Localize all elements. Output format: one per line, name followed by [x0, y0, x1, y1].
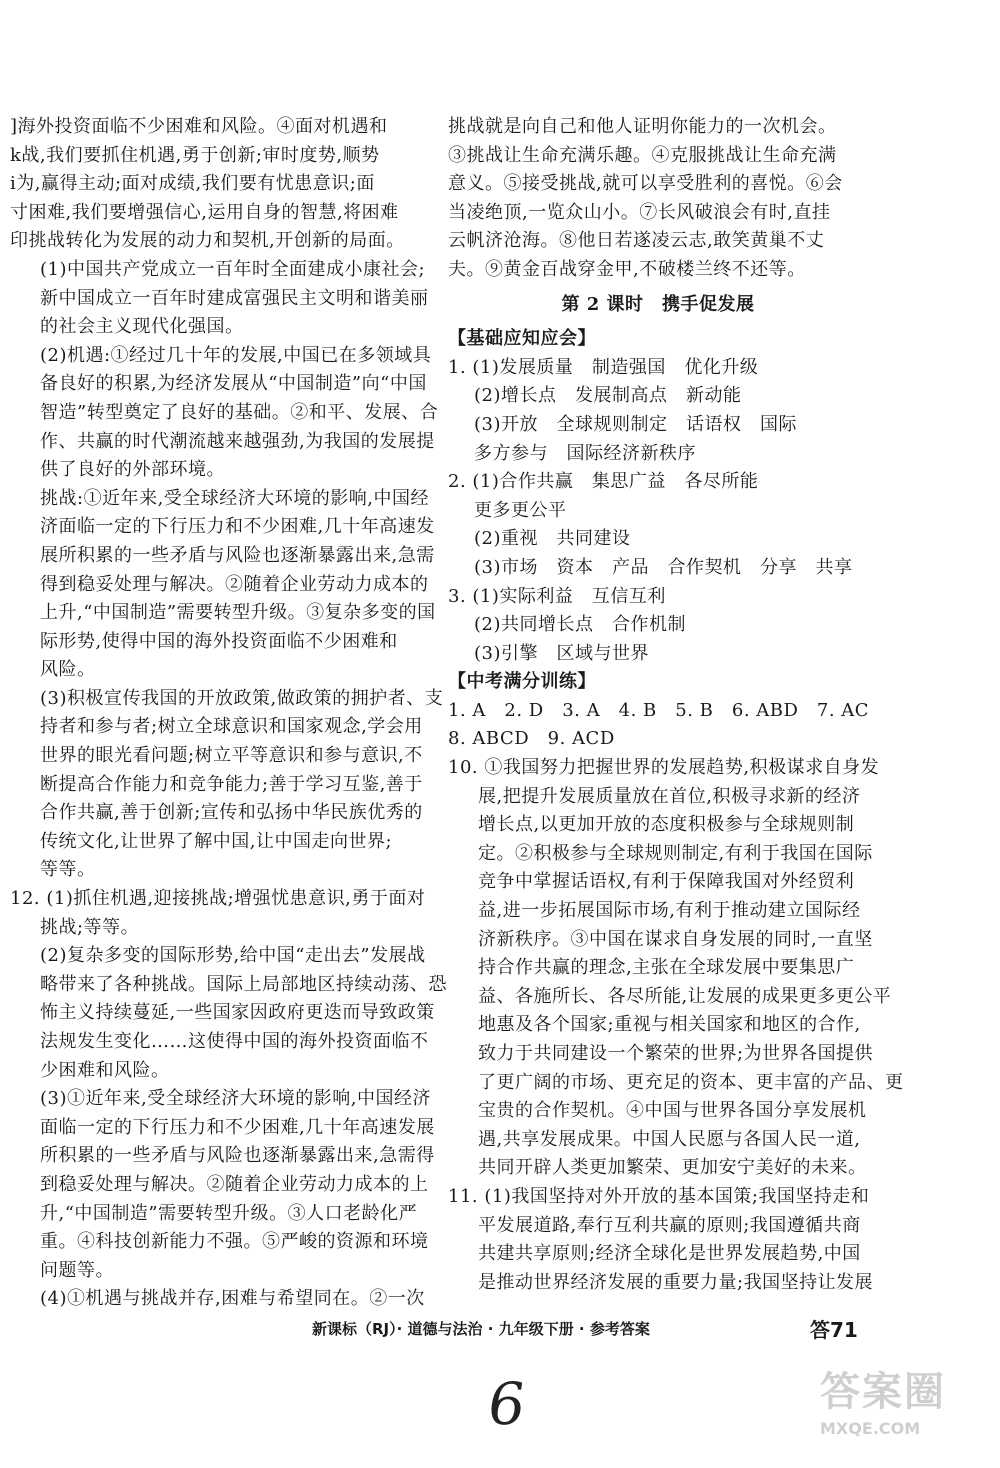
answer-line: 12. (1)抓住机遇,迎接挑战;增强忧患意识,勇于面对 — [10, 888, 426, 910]
answer-line: 挑战;等等。 — [40, 916, 140, 938]
answer-line: 地惠及各个国家;重视与相关国家和地区的合作, — [478, 1014, 861, 1036]
answer-line: 当凌绝顶,一览众山小。⑦长风破浪会有时,直挂 — [448, 201, 831, 223]
answer-line: ]海外投资面临不少困难和风险。④面对机遇和 — [10, 116, 388, 137]
page-footer — [0, 1314, 1000, 1344]
answer-line: 共建共享原则;经济全球化是世界发展趋势,中国 — [478, 1243, 861, 1265]
answer-line: 多方参与 国际经济新秩序 — [474, 442, 696, 464]
handwritten-number: 6 — [483, 1370, 530, 1438]
answer-line: 竞争中掌握话语权,有利于保障我国对外经贸利 — [478, 871, 855, 893]
answer-line: k战,我们要抓住机遇,勇于创新;审时度势,顺势 — [10, 144, 380, 166]
answer-line: 等等。 — [40, 859, 96, 881]
answer-line: 升,“中国制造”需要转型升级。③人口老龄化严 — [40, 1202, 418, 1224]
answer-line: 少困难和风险。 — [40, 1059, 170, 1081]
answer-line: 智造”转型奠定了良好的基础。②和平、发展、合 — [40, 401, 439, 423]
lesson-title: 第 2 课时 携手促发展 — [561, 293, 755, 315]
answer-line: 上升,“中国制造”需要转型升级。③复杂多变的国 — [40, 602, 436, 624]
answer-line: 定。②积极参与全球规则制定,有利于我国在国际 — [478, 842, 873, 864]
answer-line: (3)市场 资本 产品 合作契机 分享 共享 — [474, 556, 853, 578]
answer-line: 3. (1)实际利益 互信互利 — [448, 585, 666, 607]
answer-line: 印挑战转化为发展的动力和契机,开创新的局面。 — [10, 230, 405, 252]
answer-line: (3)积极宣传我国的开放政策,做政策的拥护者、支 — [40, 687, 444, 709]
answer-line: 夫。⑨黄金百战穿金甲,不破楼兰终不还等。 — [448, 258, 806, 280]
answer-line: 云帆济沧海。⑧他日若遂凌云志,敢笑黄巢不丈 — [448, 230, 825, 252]
answer-line: 合作共赢,善于创新;宣传和弘扬中华民族优秀的 — [40, 802, 423, 824]
answer-line: 持合作共赢的理念,主张在全球发展中要集思广 — [478, 957, 855, 979]
answer-line: (2)机遇:①经过几十年的发展,中国已在多领域具 — [40, 344, 432, 366]
answer-line: (2)增长点 发展制高点 新动能 — [474, 385, 742, 407]
footer-book-title: 新课标（RJ）· 道德与法治 · 九年级下册 · 参考答案 — [312, 1320, 650, 1338]
right-column — [448, 113, 904, 1297]
answer-line: ③挑战让生命充满乐趣。④克服挑战让生命充满 — [448, 144, 837, 166]
answer-line: 平发展道路,奉行互利共赢的原则;我国遵循共商 — [478, 1214, 861, 1236]
answer-line: 增长点,以更加开放的态度积极参与全球规则制 — [478, 814, 855, 836]
section-heading-exam: 【中考满分训练】 — [448, 671, 596, 693]
answer-line: 问题等。 — [40, 1259, 114, 1281]
answer-line: 传统文化,让世界了解中国,让中国走向世界; — [40, 830, 393, 852]
watermark-top-text: 答案圈 — [820, 1369, 946, 1415]
answer-line: 展所积累的一些矛盾与风险也逐渐暴露出来,急需 — [40, 544, 435, 566]
answer-line: 世界的眼光看问题;树立平等意识和参与意识,不 — [40, 745, 423, 767]
page-number: 答71 — [810, 1318, 858, 1342]
answer-line: 8. ABCD 9. ACD — [448, 728, 615, 750]
answer-line: 到稳妥处理与解决。②随着企业劳动力成本的上 — [40, 1173, 429, 1195]
answer-line: 益,进一步拓展国际市场,有利于推动建立国际经 — [478, 900, 861, 922]
answer-line: 1. (1)发展质量 制造强国 优化升级 — [448, 356, 759, 378]
answer-line: 更多更公平 — [474, 499, 567, 521]
answer-line: 是推动世界经济发展的重要力量;我国坚持让发展 — [478, 1271, 874, 1293]
answer-line: 挑战就是向自己和他人证明你能力的一次机会。 — [448, 116, 837, 137]
watermark-logo — [820, 1360, 990, 1460]
answer-line: 供了良好的外部环境。 — [40, 459, 225, 481]
answer-line: 所积累的一些矛盾与风险也逐渐暴露出来,急需得 — [40, 1145, 435, 1167]
answer-line: 怖主义持续蔓延,一些国家因政府更迭而导致政策 — [40, 1002, 435, 1024]
answer-line: 展,把提升发展质量放在首位,积极寻求新的经济 — [478, 785, 861, 807]
answer-line: 重。④科技创新能力不强。⑤严峻的资源和环境 — [40, 1231, 429, 1253]
answer-line: (3)①近年来,受全球经济大环境的影响,中国经济 — [40, 1088, 431, 1110]
answer-line: 略带来了各种挑战。国际上局部地区持续动荡、恐 — [40, 973, 447, 995]
answer-line: 得到稳妥处理与解决。②随着企业劳动力成本的 — [40, 573, 429, 595]
answer-line: 济新秩序。③中国在谋求自身发展的同时,一直坚 — [478, 928, 873, 950]
answer-line: 法规发生变化……这使得中国的海外投资面临不 — [40, 1031, 429, 1052]
answer-line: 际形势,使得中国的海外投资面临不少困难和 — [40, 630, 398, 652]
section-heading-basic: 【基础应知应会】 — [448, 328, 596, 350]
answer-line: (3)开放 全球规则制定 话语权 国际 — [474, 413, 797, 435]
answer-line: 10. ①我国努力把握世界的发展趋势,积极谋求自身发 — [448, 757, 880, 779]
answer-line: 意义。⑤接受挑战,就可以享受胜利的喜悦。⑥会 — [448, 173, 843, 195]
answer-line: 益、各施所长、各尽所能,让发展的成果更多更公平 — [478, 985, 892, 1007]
answer-line: 持者和参与者;树立全球意识和国家观念,学会用 — [40, 716, 423, 738]
answer-line: 宝贵的合作契机。④中国与世界各国分享发展机 — [478, 1100, 867, 1122]
answer-line: 寸困难,我们要增强信心,运用自身的智慧,将困难 — [10, 201, 399, 223]
answer-line: 11. (1)我国坚持对外开放的基本国策;我国坚持走和 — [448, 1185, 870, 1207]
answer-line: 新中国成立一百年时建成富强民主文明和谐美丽 — [40, 287, 429, 309]
answer-line: 风险。 — [40, 659, 96, 681]
answer-line: 济面临一定的下行压力和不少困难,几十年高速发 — [40, 516, 435, 538]
answer-line: (2)共同增长点 合作机制 — [474, 614, 686, 636]
answer-line: 备良好的积累,为经济发展从“中国制造”向“中国 — [40, 373, 427, 395]
answer-line: 共同开辟人类更加繁荣、更加安宁美好的未来。 — [478, 1157, 867, 1179]
answer-line: 致力于共同建设一个繁荣的世界;为世界各国提供 — [478, 1043, 874, 1064]
answer-line: 的社会主义现代化强国。 — [40, 316, 244, 338]
answer-line: (3)引擎 区域与世界 — [474, 642, 649, 664]
answer-line: (1)中国共产党成立一百年时全面建成小康社会; — [40, 258, 426, 280]
answer-line: 断提高合作能力和竞争能力;善于学习互鉴,善于 — [40, 773, 423, 795]
answer-line: i为,赢得主动;面对成绩,我们要有忧患意识;面 — [10, 173, 375, 195]
watermark-bottom-text: MXQE.COM — [820, 1419, 921, 1438]
answer-line: (2)复杂多变的国际形势,给中国“走出去”发展战 — [40, 945, 426, 967]
answer-line: (4)①机遇与挑战并存,困难与希望同在。②一次 — [40, 1288, 425, 1310]
answer-line: (2)重视 共同建设 — [474, 528, 631, 550]
answer-line: 挑战:①近年来,受全球经济大环境的影响,中国经 — [40, 487, 430, 509]
answer-line: 1. A 2. D 3. A 4. B 5. B 6. ABD 7. AC — [448, 699, 870, 721]
answer-line: 遇,共享发展成果。中国人民愿与各国人民一道, — [478, 1128, 861, 1150]
answer-line: 作、共赢的时代潮流越来越强劲,为我国的发展提 — [40, 430, 435, 452]
answer-line: 了更广阔的市场、更充足的资本、更丰富的产品、更 — [478, 1071, 904, 1093]
left-column — [10, 113, 447, 1314]
answer-line: 面临一定的下行压力和不少困难,几十年高速发展 — [40, 1116, 435, 1138]
answer-line: 2. (1)合作共赢 集思广益 各尽所能 — [448, 471, 759, 493]
